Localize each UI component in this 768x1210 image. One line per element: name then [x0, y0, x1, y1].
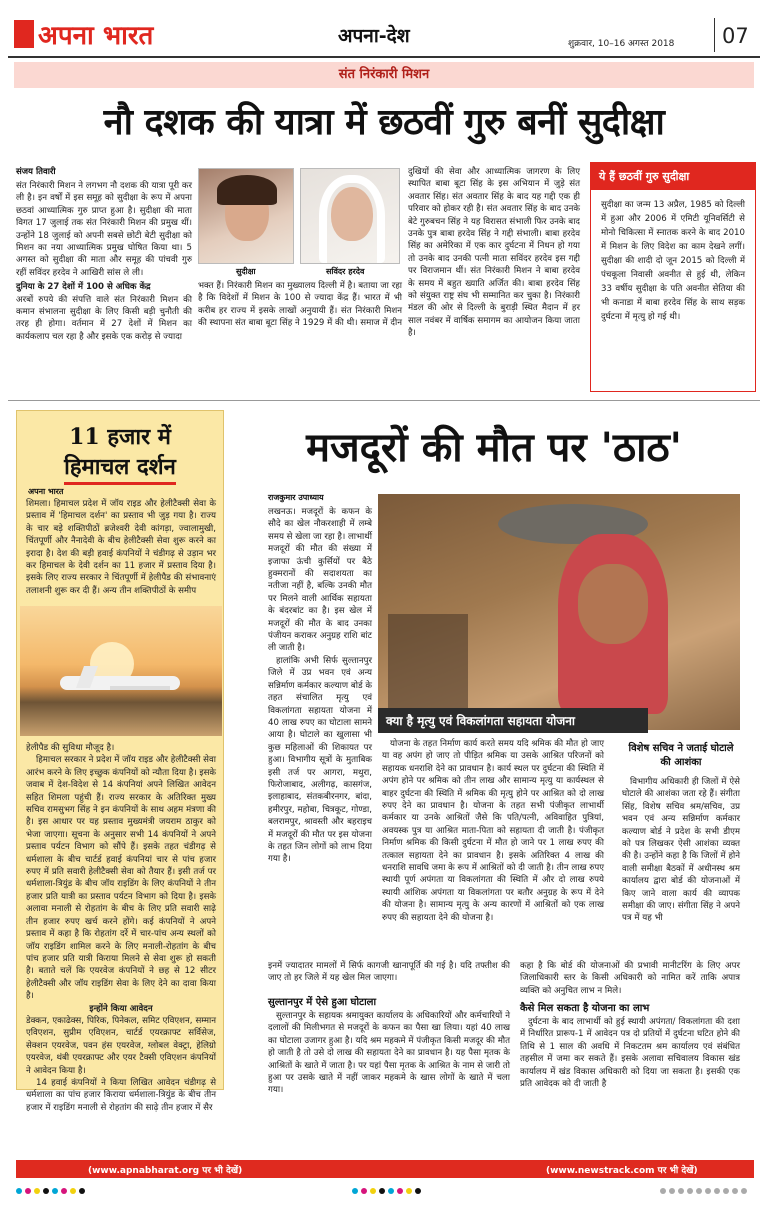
masthead	[8, 14, 760, 54]
main-headline: मजदूरों की मौत पर 'ठाठ'	[306, 424, 682, 471]
section-title: अपना-देश	[338, 25, 410, 47]
kicker-bar	[14, 62, 754, 88]
info-box-title: ये हैं छठवीं गुरु सुदीक्षा	[591, 163, 755, 190]
paragraph: दुर्घटना के बाद लाभार्थी को हुई स्थायी अपंगता/ विकलांगता की दशा में निर्धारित प्रारूप-1 में आवेदन पत्र दो प्रतियों में दुर्घटना घटित होने की तिथि से 1 साल की अवधि में निकटतम श्रम कार्यालय एवं संबंधित तहसील में जमा कर सकते हैं। इसके अलावा सचिवालय विकास खंड कार्यालय में खंड विकास अधिकारी को दिया जा सकता है। इसकी एक प्रति आवेदक को दी जाती है	[520, 1017, 740, 1090]
paragraph: शिमला। हिमाचल प्रदेश में जॉय राइड और हेलीटैक्सी सेवा के प्रस्ताव में 'हिमाचल दर्शन' का प्रस्ताव भी जुड़ गया है। राज्य के चार बड़े शक्तिपीठों ब्रजेश्वरी देवी कांगड़ा, ज्वालामुखी, चिंतपूर्णी और नैनादेवी के बीच हेलीटैक्सी सेवा शुरू करने का इरादा है। देश की बड़ी हवाई कंपनियों ने चंडीगढ़ से उड़ान भर कर हिमाचल के देवी दर्शन का 11 हजार में प्रस्ताव दिया है। इसके लिए राज्य सरकार ने चिंतपूर्णी में हेलीपैड की संभावनाएं तलाशनी शुरू कर दी हैं। अन्य तीन शक्तिपीठों के समीप	[26, 499, 216, 596]
side-column	[622, 742, 740, 925]
photo-sudiksha	[198, 168, 294, 264]
paragraph: विभागीय अधिकारी ही जिलों में ऐसे घोटाले की आशंका जता रहे हैं। संगीता सिंह, विशेष सचिव श्रम/सचिव, उप्र भवन एवं अन्य सन्निर्माण कर्मकार कल्याण बोर्ड ने प्रदेश के सभी डीएम को पत्र लिखकर ऐसी आशंका व्यक्त की है। उन्होंने कहा है कि जिलों में होने वाली समीक्षा बैठकों में अधीनस्थ श्रम कार्यालय द्वारा बोर्ड की योजनाओं में किए जाने वाला कार्य की व्यापक समीक्षा की जाए। संगीता सिंह ने अपने पत्र में यह भी	[622, 777, 740, 924]
side-title: विशेष सचिव ने जताई घोटाले की आशंका	[628, 743, 734, 768]
subhead-benefit: कैसे मिल सकता है योजना का लाभ	[520, 1003, 650, 1014]
top-col1	[16, 180, 192, 343]
paragraph: कहा है कि बोर्ड की योजनाओं की प्रभावी मानीटरिंग के लिए अपर जिलाधिकारी स्तर के किसी अधिकारी को नामित करें ताकि अपात्र व्यक्ति को अनुचित लाभ न मिले।	[520, 961, 740, 996]
main-byline: राजकुमार उपाध्याय	[268, 493, 324, 502]
paragraph: इनमें ज्यादातर मामलों में सिर्फ कागजी खानापूर्ति की गई है। यदि तफ्तीश की जाए तो हर जिले में यह खेल मिल जाएगा।	[268, 961, 510, 984]
scam-col	[268, 1010, 510, 1097]
top-col2	[198, 280, 402, 330]
registration-dots-left	[16, 1188, 85, 1194]
paragraph: हालांकि अभी सिर्फ सुल्तानपुर जिले में उप्र भवन एवं अन्य सन्निर्माण कर्मकार कल्याण बोर्ड के तहत संचालित मृत्यु एवं विकलांगता सहायता योजना में 40 लाख रुपए का घोटाला सामने आया है। घोटाले का खुलासा भी कुछ महिलाओं की शिकायत पर हुआ। विभागीय सूत्रों के मुताबिक इसी तर्ज पर आगरा, मथुरा, फिरोजाबाद, अलीगढ़, कासगंज, इलाहाबाद, संतकबीरनगर, बांदा, हमीरपुर, महोबा, चित्रकूट, गोण्डा, बलरामपुर, श्रावस्ती और बहराइच में मजदूरों की मौत पर इस योजना के तहत जिन लोगों को लाभ दिया गया है।	[268, 655, 372, 865]
paragraph: हेलीपैड की सुविधा मौजूद है।	[26, 743, 115, 753]
paragraph: लखनऊ। मजदूरों के कफन के सौदे का खेल नौकरशाही में लम्बे समय से खेला जा रहा है। लाभार्थी मजदूरों की मौत की संख्या में इजाफा ऊंची कुर्सियों पर बैठे हुक्मरानों की सदाशयता का नतीजा नहीं है, बल्कि उनकी मौत पर मिलने वाली आर्थिक सहायता के बंदरबांट का है। इस खेल में मजदूरों की मौत के बाद उनका पंजीयन कराकर अनुग्रह राशि बांट ली जाती है।	[268, 507, 372, 654]
logo-red-block	[14, 20, 34, 48]
photo-banner: क्या है मृत्यु एवं विकलांगता सहायता योजना	[378, 708, 648, 733]
top-byline: संजय तिवारी	[16, 167, 56, 177]
footer-link-left[interactable]: (www.apnabharat.org पर भी देखें)	[88, 1166, 243, 1176]
paragraph: सुल्तानपुर के सहायक श्रमायुक्त कार्यालय के अधिकारियों और कर्मचारियों ने दलालों की मिलीभगत से मजदूरों के कफन का पैसा खा लिया। यहां 40 लाख का घोटाला उजागर हुआ है। यदि श्रम महकमे में पंजीकृत किसी मजदूर की मौत हो जाती है तो उसे दो लाख की सहायता देने का प्रावधान है। यह पैसा मृतक के आश्रितों के खाते में जाता है। पर यहां पैसा मृतक के आश्रित के नाम से जारी तो हुआ पर उसके खाते में नहीं जाकर महकमे के खास लोगों के खाते में चला गया।	[268, 1011, 510, 1096]
paragraph: संत निरंकारी मिशन ने लगभग नौ दशक की यात्रा पूरी कर ली है। इन वर्षों में इस समूह को सुदीक्षा के रूप में अपना छठवां आध्यात्मिक गुरु प्राप्त हुआ है। सुदीक्षा की माता विगत 17 जुलाई तक संत निरंकारी मिशन की प्रमुख थीं। उन्होंने 18 जुलाई को अपनी सबसे छोटी बेटी सुदीक्षा को मिशन का नया आध्यात्मिक प्रमुख घोषित किया था। 5 अगस्त को सुदीक्षा की माता और समूह की पांचवी गुरु रहीं सविंदर हरदेव ने आखिरी सांस ले ली।	[16, 181, 192, 278]
subhead: इन्होंने किया आवेदन	[89, 1003, 153, 1014]
left-headline	[16, 422, 224, 485]
info-box	[590, 162, 756, 392]
paragraph: 14 हवाई कंपनियों ने किया लिखित आवेदन चंडीगढ़ से धर्मशाला का पांच हजार किराया धर्मशाला-त्रियुंड के बीच तीन हजार में राइडिंग मनाली से रोहतांग की साढ़े तीन हजार में सैर	[26, 1077, 216, 1113]
main-col1	[268, 506, 372, 866]
photo-caption-savinder: सविंदर हरदेव	[326, 267, 365, 276]
photo-savinder-hardev	[300, 168, 400, 264]
paragraph: भक्त हैं। निरंकारी मिशन का मुख्यालय दिल्ली में है। बताया जा रहा है कि विदेशों में मिशन के 100 से ज्यादा केंद्र हैं। भारत में भी करीब हर राज्य में इसके लाखों अनुयायी हैं। संत निरंकारी मिशन की स्थापना संत बाबा बूटा सिंह ने 1929 में की थी। समाज में दीन	[198, 281, 402, 329]
photo-labourer	[378, 494, 740, 730]
subhead-scam: सुल्तानपुर में ऐसे हुआ घोटाला	[268, 997, 377, 1008]
top-col3	[408, 166, 580, 340]
scheme-col	[382, 738, 604, 924]
left-headline-line2: हिमाचल दर्शन	[64, 452, 176, 485]
section-rule	[8, 400, 760, 401]
paragraph: हिमाचल सरकार ने प्रदेश में जॉय राइड और हेलीटैक्सी सेवा आरंभ करने के लिए इच्छुक कंपनियों को न्यौता दिया है। इसके जवाब में देश-विदेश से 14 कंपनियां अपने लिखित आवेदन सहित शिमला पहुंची हैं। राज्य सरकार के अतिरिक्त मुख्य सचिव रामसुभग सिंह ने इन कंपनियों के साथ अहम मंत्रणा की है। इस आधार पर यह प्रस्ताव मुख्यमंत्री जयराम ठाकुर को भेजा जाएगा। सूचना के अनुसार सभी 14 कंपनियों ने अपने प्रस्ताव पर्यटन विभाग को सौंपे हैं। इसके तहत चंडीगढ़ से धर्मशाला के बीच चार्टर्ड हवाई कंपनियां चार से पांच हजार रुपए में प्रति सवारी हेलीटैक्सी सेवा को तैयार हैं। इसी तर्ज पर धर्मशाला-त्रियुंड के बीच जॉय राइडिंग के लिए कंपनियों ने तीन हजार प्रति यात्री का प्रस्ताव पर्यटन विभाग को दिया है। इसके अलावा मनाली से रोहतांग के बीच के लिए प्रति सवारी साढ़े तीन हजार रुपए खर्च करने होंगे। कई कंपनियों ने अपने प्रस्ताव में कहा है कि रोहतांग दर्रे में चार-पांच अन्य स्थलों को जॉय राइडिंग शामिल करने के लिए मनाली-रोहतांग के बीच पांच हजार प्रति यात्री किराया मिलने से सेवा शुरू हो सकती है। बताते चलें कि एयरवेज कंपनियों ने छह से 12 सीटर हेलीटैक्सी और जॉय राइडिंग सेवा के लिए देने का दावा किया है।	[26, 755, 216, 1002]
left-col-top	[26, 498, 216, 597]
main-col1-tail	[268, 960, 510, 985]
left-byline: अपना भारत	[28, 487, 64, 496]
page-number: 07	[722, 24, 749, 48]
registration-dots-center	[352, 1188, 421, 1194]
top-headline: नौ दशक की यात्रा में छठवीं गुरु बनीं सुदीक्षा	[103, 101, 665, 143]
subhead: दुनिया के 27 देशों में 100 से अधिक केंद्र	[16, 282, 151, 293]
photo-caption-sudiksha: सुदीक्षा	[236, 267, 256, 276]
footer-bar	[16, 1160, 754, 1178]
info-box-text: सुदीक्षा का जन्म 13 अप्रैल, 1985 को दिल्ली में हुआ और 2006 में एमिटी यूनिवर्सिटी से मोनो चिकित्सा में स्नातक करने के बाद 2010 में मिशन के लिए विदेश का काम देखने लगीं। सुदीक्षा की शादी दो जून 2015 को दिल्ली में पंचकूला निवासी अवनीत से हुई थी, लेकिन 33 वर्षीय सुदीक्षा के पति अवनीत सेतिया की भी कनाडा में बाबा हरदेव सिंह के साथ सड़क दुर्घटना में मृत्यु हो गई थी।	[601, 200, 745, 322]
benefit-lead	[520, 960, 740, 997]
paragraph: डेक्कन, एकाढेक्स, पिरिक, पिनेकल, समिट एविएशन, सम्मान एविएशन, सुप्रीम एविएशन, चार्टर्ड एयरक्राफ्ट सर्विसेज, सेक्शन एयरवेज, पवन हंस एयरवेज, ग्लोबल वेक्ट्रा, हेलिग्रो एयरवेज, थंबी एयरक्राफ्ट और एयर टैक्सी एविएशन कंपनियों ने आवेदन किया है।	[26, 1015, 216, 1076]
registration-dots-right	[660, 1188, 747, 1194]
footer-link-right[interactable]: (www.newstrack.com पर भी देखें)	[546, 1166, 698, 1176]
photo-helitaxi	[20, 606, 222, 736]
page-number-divider	[714, 18, 715, 52]
masthead-rule	[8, 56, 760, 58]
logo: अपना भारत	[38, 21, 154, 51]
left-col-bottom	[26, 742, 216, 1114]
left-headline-line1: 11 हजार में	[69, 424, 171, 450]
benefit-col	[520, 1016, 740, 1090]
paragraph: योजना के तहत निर्माण कार्य करते समय यदि श्रमिक की मौत हो जाए या वह अपंग हो जाए तो पीड़ित श्रमिक या उसके आश्रित परिजनों को सहायक धनराशि देने का प्रावधान है। कार्य स्थल पर दुर्घटना की स्थिति में अपंग होने पर श्रमिक को तीन लाख और सामान्य मृत्यु या कार्यस्थल से बाहर दुर्घटना की स्थिति में श्रमिक की मृत्यु होने पर आश्रित को दो लाख रुपए देने का प्रावधान है। योजना के तहत सभी पंजीकृत लाभार्थी कर्मकार या उनके आश्रितों जैसे कि पति/पत्नी, अविवाहित पुत्रियां, अवयस्क पुत्र या आश्रित माता-पिता को सहायता दी जाती है। पंजीकृत निर्माण श्रमिक की किसी दुर्घटना में मौत हो जाने पर 1 लाख रुपए की तत्काल सहायता देने का प्रावधान है। इसके अतिरिक्त 4 लाख की धनराशि सावधि जमा के रूप में आश्रितों को दी जाती है। तीन लाख रुपए स्थायी पूर्ण अपंगता या विकलांगता की स्थिति में और दो लाख रुपये स्थायी आंशिक अपंगता या विकलांगता पर बतौर अनुग्रह के रूप में देने की योजना है। सामान्य मृत्यु के अन्य कारणों में आश्रितों को एक लाख रुपए की सहायता देने की योजना है।	[382, 739, 604, 923]
kicker: संत निरंकारी मिशन	[338, 67, 430, 82]
paragraph: अरबों रुपये की संपत्ति वाले संत निरंकारी मिशन की कमान संभालना सुदीक्षा के लिए किसी बड़ी चुनौती की तरह ही होगा। वर्तमान में 27 देशों में मिशन का कार्यकलाप चल रहा है और इसके एक करोड़ से ज्यादा	[16, 294, 192, 342]
issue-date: शुक्रवार, 10–16 अगस्त 2018	[568, 39, 675, 49]
paragraph: दुखियों की सेवा और आध्यात्मिक जागरण के लिए स्थापित बाबा बूटा सिंह के इस अभियान में जुड़े संत अवतार सिंह। संत अवतार सिंह के बाद यह गद्दी एक ही परिवार को होकर रही है। संत अवतार सिंह के बाद उनके बेटे गुरुबचन सिंह ने यह विरासत संभाली फिर उनके बाद उनके पुत्र बाबा हरदेव सिंह ने गद्दी संभाली। बाबा हरदेव सिंह का अमेरिका में एक कार दुर्घटना में निधन हो गया तो उनके बाद उनकी पत्नी माता सविंदर हरदेव इस गद्दी पर विराजमान थीं। संत निरंकारी मिशन ने बाबा हरदेव के समय में बहुत ख्याति अर्जित की। बाबा हरदेव सिंह को संयुक्त राष्ट्र संघ भी सम्मानित कर चुका है। निरंकारी मंडल की ओर से दिल्ली के बुराड़ी स्थित मैदान में हर साल नवंबर में वार्षिक समागम का आयोजन किया जाता है।	[408, 167, 580, 339]
